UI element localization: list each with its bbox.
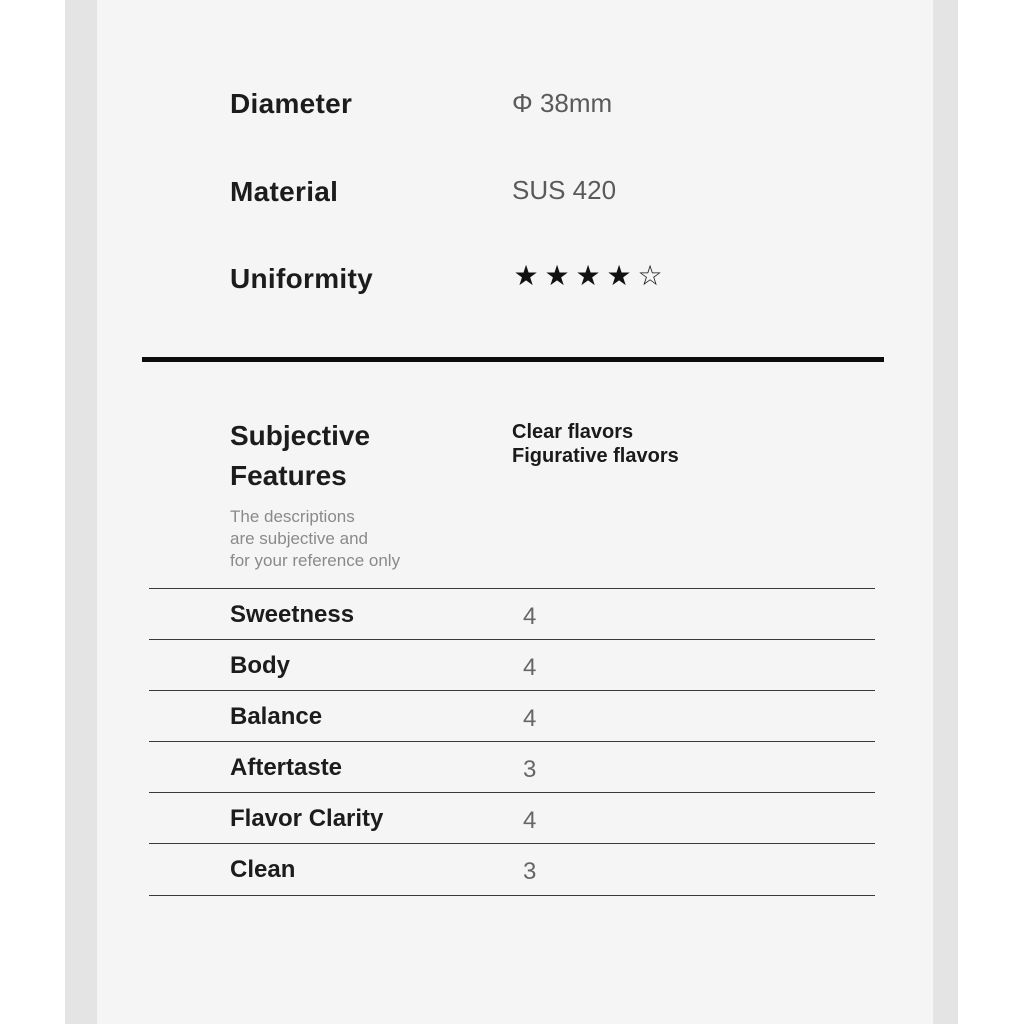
diameter-label: Diameter — [230, 88, 353, 119]
table-row — [149, 792, 875, 843]
table-row — [149, 588, 875, 639]
uniformity-star-rating — [511, 260, 666, 292]
subjective-features-title — [230, 416, 470, 496]
score-label: Clean — [230, 856, 296, 883]
score-value: 4 — [523, 705, 537, 732]
star-filled-icon: ★ — [606, 259, 633, 292]
score-label: Body — [230, 652, 290, 679]
score-label: Sweetness — [230, 601, 355, 628]
table-row — [149, 843, 875, 896]
disclaimer-line: are subjective and — [230, 529, 368, 548]
score-value: 4 — [523, 654, 537, 681]
score-value: 3 — [523, 858, 537, 885]
score-value: 4 — [523, 807, 537, 834]
table-row — [149, 741, 875, 792]
score-value: 3 — [523, 756, 537, 783]
subjective-disclaimer — [230, 506, 470, 572]
star-filled-icon: ★ — [513, 259, 540, 292]
section-divider — [142, 357, 884, 362]
score-table — [149, 588, 875, 896]
material-value: SUS 420 — [512, 175, 617, 205]
score-label: Balance — [230, 703, 323, 730]
disclaimer-line: for your reference only — [230, 551, 401, 570]
uniformity-label: Uniformity — [230, 263, 373, 294]
subjective-title-line: Subjective — [230, 420, 371, 451]
flavor-descriptor: Figurative flavors — [512, 445, 679, 467]
subjective-title-line: Features — [230, 460, 347, 491]
star-filled-icon: ★ — [544, 259, 571, 292]
diameter-value: Φ 38mm — [512, 88, 613, 118]
score-label: Flavor Clarity — [230, 805, 384, 832]
material-label: Material — [230, 176, 339, 207]
star-filled-icon: ★ — [575, 259, 602, 292]
table-row — [149, 690, 875, 741]
flavor-descriptors — [512, 420, 679, 468]
flavor-descriptor: Clear flavors — [512, 421, 634, 443]
score-value: 4 — [523, 603, 537, 630]
table-row — [149, 639, 875, 690]
score-label: Aftertaste — [230, 754, 343, 781]
disclaimer-line: The descriptions — [230, 507, 355, 526]
star-empty-icon: ☆ — [637, 259, 664, 292]
